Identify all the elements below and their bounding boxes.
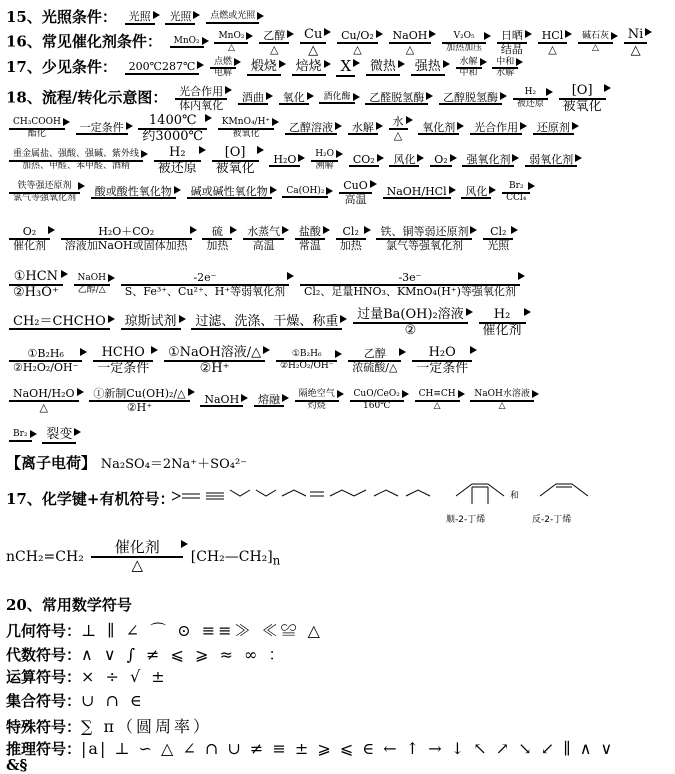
arrow: 琼斯试剂: [121, 315, 181, 331]
section-20: [6, 594, 132, 615]
arrow: Cu/O₂ △: [337, 30, 378, 55]
arrow: Br₂ CCl₄: [502, 182, 530, 203]
arrow: 还原剂: [533, 122, 574, 136]
section-18-line-9: [6, 388, 537, 413]
math-label: 推理符号：: [6, 740, 82, 758]
arrow: Cl₂ 光照: [483, 226, 513, 251]
arrow: MnO₂: [170, 37, 204, 48]
arrow: 酒曲: [238, 92, 268, 106]
arrow: 过量Ba(OH)₂溶液 ②: [353, 308, 468, 337]
polymer-reactant: nCH₂=CH₂: [6, 548, 84, 565]
section-20-title: 20、常用数学符号: [6, 596, 132, 614]
arrow: $\frac{\text{①B₂H₆}}{\text{②H₂O₂/OH⁻}}$: [276, 350, 338, 371]
arrow: 铁等强还原剂 氯气等强氧化剂: [9, 182, 80, 203]
arrow: 风化: [461, 186, 491, 200]
math-label: 特殊符号：: [6, 718, 82, 736]
arrow: -2e⁻ S、Fe³⁺、Cu²⁺、H⁺等弱氧化剂: [121, 272, 289, 297]
arrow: NaOH/HCl: [383, 186, 451, 200]
section-18-line-5: [6, 226, 516, 251]
arrow: O₂ 催化剂: [9, 226, 50, 251]
arrow: CuO/CeO₂ 160℃: [350, 390, 404, 411]
arrow: 盐酸 常温: [295, 226, 325, 251]
arrow: 一定条件: [76, 122, 128, 136]
section-18-line-10: [6, 426, 79, 444]
arrow: 碱或碱性氧化物: [187, 186, 272, 200]
arrow: ①NaOH溶液/△ ②H⁺: [164, 346, 265, 375]
section-17-title: 17、少见条件：: [6, 58, 117, 76]
math-row-operations: [6, 666, 168, 687]
arrow: 氧化剂: [418, 122, 459, 136]
arrow: H₂ 被还原: [154, 146, 201, 175]
arrow: H₂O 溯解: [311, 150, 338, 171]
math-symbols: |a| ⊥ ∽ △ ∠ ∩ ∪ ≠ ≡ ± ⩾ ⩽ ∈ ← ↑ → ↓ ↖ ↗ ↘ ↙ ∥ ∧ ∨: [81, 739, 615, 758]
arrow: 乙醇脱氢酶: [439, 92, 502, 106]
cis-label: 顺-2-丁烯: [446, 515, 486, 525]
arrow: Ca(OH)₂: [282, 187, 328, 198]
arrow: 强热: [411, 60, 445, 76]
arrow: H₂ 被还原: [513, 88, 548, 109]
arrow: ①HCN ②H₃O⁺: [9, 270, 63, 299]
arrow: 微热: [366, 60, 400, 76]
arrow: 风化: [389, 154, 419, 168]
arrow: H₂O: [269, 154, 300, 168]
arrow: $\frac{\text{①B₂H₆}}{\text{②H₂O₂/OH⁻}}$: [9, 348, 82, 373]
section-16-title: 16、常见催化剂条件：: [6, 32, 162, 51]
math-tail: [6, 756, 27, 774]
arrow: 乙醛脱氢酶: [365, 92, 428, 106]
section-16: [6, 28, 650, 57]
arrow: KMnO₄/H⁺ 被氧化: [218, 118, 274, 139]
arrow: NaOH △: [389, 30, 432, 55]
math-label: 运算符号：: [6, 668, 82, 686]
arrow: 水蒸气 高温: [243, 226, 284, 251]
math-symbols: × ÷ √ ±: [81, 667, 168, 686]
arrow: CuO 高温: [339, 180, 372, 205]
math-row-special: [6, 714, 212, 737]
section-15-title: 15、光照条件：: [6, 8, 117, 26]
arrow: 光合作用 体内氧化: [175, 86, 227, 111]
arrow: 乙醇溶液: [285, 122, 337, 136]
arrow: 点燃 电解: [210, 58, 236, 79]
arrow: NaOH 乙醇/△: [74, 274, 110, 295]
arrow: 强氧化剂: [462, 154, 514, 168]
arrow: 氧化: [279, 92, 309, 106]
polymerization-equation: [6, 540, 280, 574]
math-symbols: ∧ ∨ ∫ ≠ ⩽ ⩾ ≈ ∞ ：: [81, 645, 288, 664]
arrow: 铁、铜等弱还原剂 氯气等强氧化剂: [376, 226, 472, 251]
arrow: 碱石灰 △: [578, 32, 613, 53]
arrow: 乙醇 浓硫酸/△: [348, 348, 401, 373]
section-18-line-4: [6, 180, 533, 205]
arrow: NaOH: [200, 394, 243, 408]
arrow: Cl₂ 加热: [336, 226, 366, 251]
math-row-reasoning: [6, 738, 614, 759]
arrow: [O] 被氧化: [559, 84, 606, 113]
arrow: ①新制Cu(OH)₂/△ ②H⁺: [89, 388, 189, 413]
ion-formula: Na₂SO₄＝2Na⁺＋SO₄²⁻: [100, 457, 248, 472]
arrow: 水 △: [389, 116, 408, 141]
polymer-n: n: [272, 553, 281, 568]
math-row-geometry: [6, 618, 323, 641]
arrow: HCHO 一定条件: [93, 346, 153, 375]
polymer-product: [CH₂—CH₂]: [190, 548, 273, 565]
arrow: 过滤、洗涤、干燥、称重: [191, 315, 342, 331]
math-symbols: ⊥ ∥ ∠ ⌒ ⊙ ≡≡≫ ≪≌ △: [81, 621, 323, 640]
arrow: 1400℃ 约3000℃: [138, 114, 207, 143]
arrow: 重金属盐、强酸、强碱、紫外线 加热、甲醛、苯甲醛、酒精: [9, 150, 143, 171]
arrow: 中和 水解: [492, 58, 518, 79]
arrow: X: [336, 59, 355, 77]
arrow: 煅烧: [247, 60, 281, 76]
arrow: HCl △: [538, 30, 568, 55]
trans-label: 反-2-丁烯: [532, 515, 572, 525]
arrow: H₂O＋CO₂ 溶液加NaOH或固体加热: [61, 226, 192, 251]
section-18-line-6: [6, 270, 523, 299]
arrow: NaOH水溶液 △: [470, 390, 533, 411]
math-row-sets: [6, 690, 145, 711]
arrow: 光合作用: [470, 122, 522, 136]
arrow: CH₃COOH 酯化: [9, 118, 65, 139]
section-18-line-8: [6, 346, 475, 375]
section-15: [6, 6, 262, 27]
arrow: H₂ 催化剂: [479, 308, 526, 337]
arrow: 弱氧化剂: [525, 154, 577, 168]
section-18-title: 18、流程/转化示意图：: [6, 88, 168, 107]
arrow: 200℃287℃: [125, 61, 200, 75]
section-18-line-2: [6, 114, 577, 143]
ion-charge-title: 【离子电荷】: [6, 454, 97, 472]
arrow: 光照: [125, 11, 155, 25]
math-symbols: ∪ ∩ ∈: [81, 691, 145, 710]
arrow: 酸或酸性氧化物: [91, 186, 176, 200]
arrow: MnO₂ △: [214, 32, 248, 53]
arrow: 隔绝空气 灼烧: [295, 390, 339, 411]
arrow: 熔融: [254, 394, 284, 408]
math-label: 集合符号：: [6, 692, 82, 710]
arrow: CH₂＝CHCHO: [9, 315, 110, 331]
arrow: O₂: [430, 154, 451, 168]
arrow: 酒化酶: [319, 93, 354, 104]
and-label: 和: [510, 491, 520, 501]
arrow: Br₂: [9, 430, 32, 441]
arrow: NaOH/H₂O △: [9, 388, 79, 413]
arrow: [O] 被氧化: [212, 146, 259, 175]
math-row-algebra: [6, 642, 287, 665]
arrow: 日晒 结晶: [497, 30, 527, 55]
arrow: -3e⁻ Cl₂、足量HNO₃、KMnO₄(H⁺)等强氧化剂: [300, 272, 520, 297]
arrow: 点燃或光照: [206, 12, 259, 23]
math-label: 代数符号：: [6, 646, 82, 664]
bonds-title: 17、化学键+有机符号：: [6, 490, 175, 508]
section-18-line-7: [6, 308, 529, 337]
section-17-conditions: [6, 56, 521, 78]
arrow: 裂变: [42, 428, 76, 444]
section-18-line-3: [6, 146, 580, 175]
arrow: 光照: [165, 11, 195, 25]
tail-symbols: &§: [6, 756, 28, 774]
arrow: V₂O₅ 加热加压: [442, 32, 486, 53]
arrow: CO₂: [349, 154, 379, 168]
arrow: 硫 加热: [202, 226, 232, 251]
arrow: 焙烧: [292, 60, 326, 76]
arrow: 乙醇 △: [259, 30, 289, 55]
arrow: 催化剂 △: [91, 540, 183, 574]
arrow: 水解: [348, 122, 378, 136]
arrow: CH≡CH △: [415, 390, 460, 411]
math-label: 几何符号：: [6, 622, 82, 640]
arrow: H₂O 一定条件: [412, 346, 472, 375]
bonds-row: [6, 488, 174, 509]
section-18-line-1: [6, 84, 609, 113]
math-symbols: ∑ π（圆周率）: [81, 717, 213, 736]
arrow: Ni △: [624, 28, 648, 57]
bond-structures-diagram: [170, 470, 670, 530]
arrow: Cu △: [300, 28, 326, 57]
arrow: 水解 中和: [456, 58, 482, 79]
